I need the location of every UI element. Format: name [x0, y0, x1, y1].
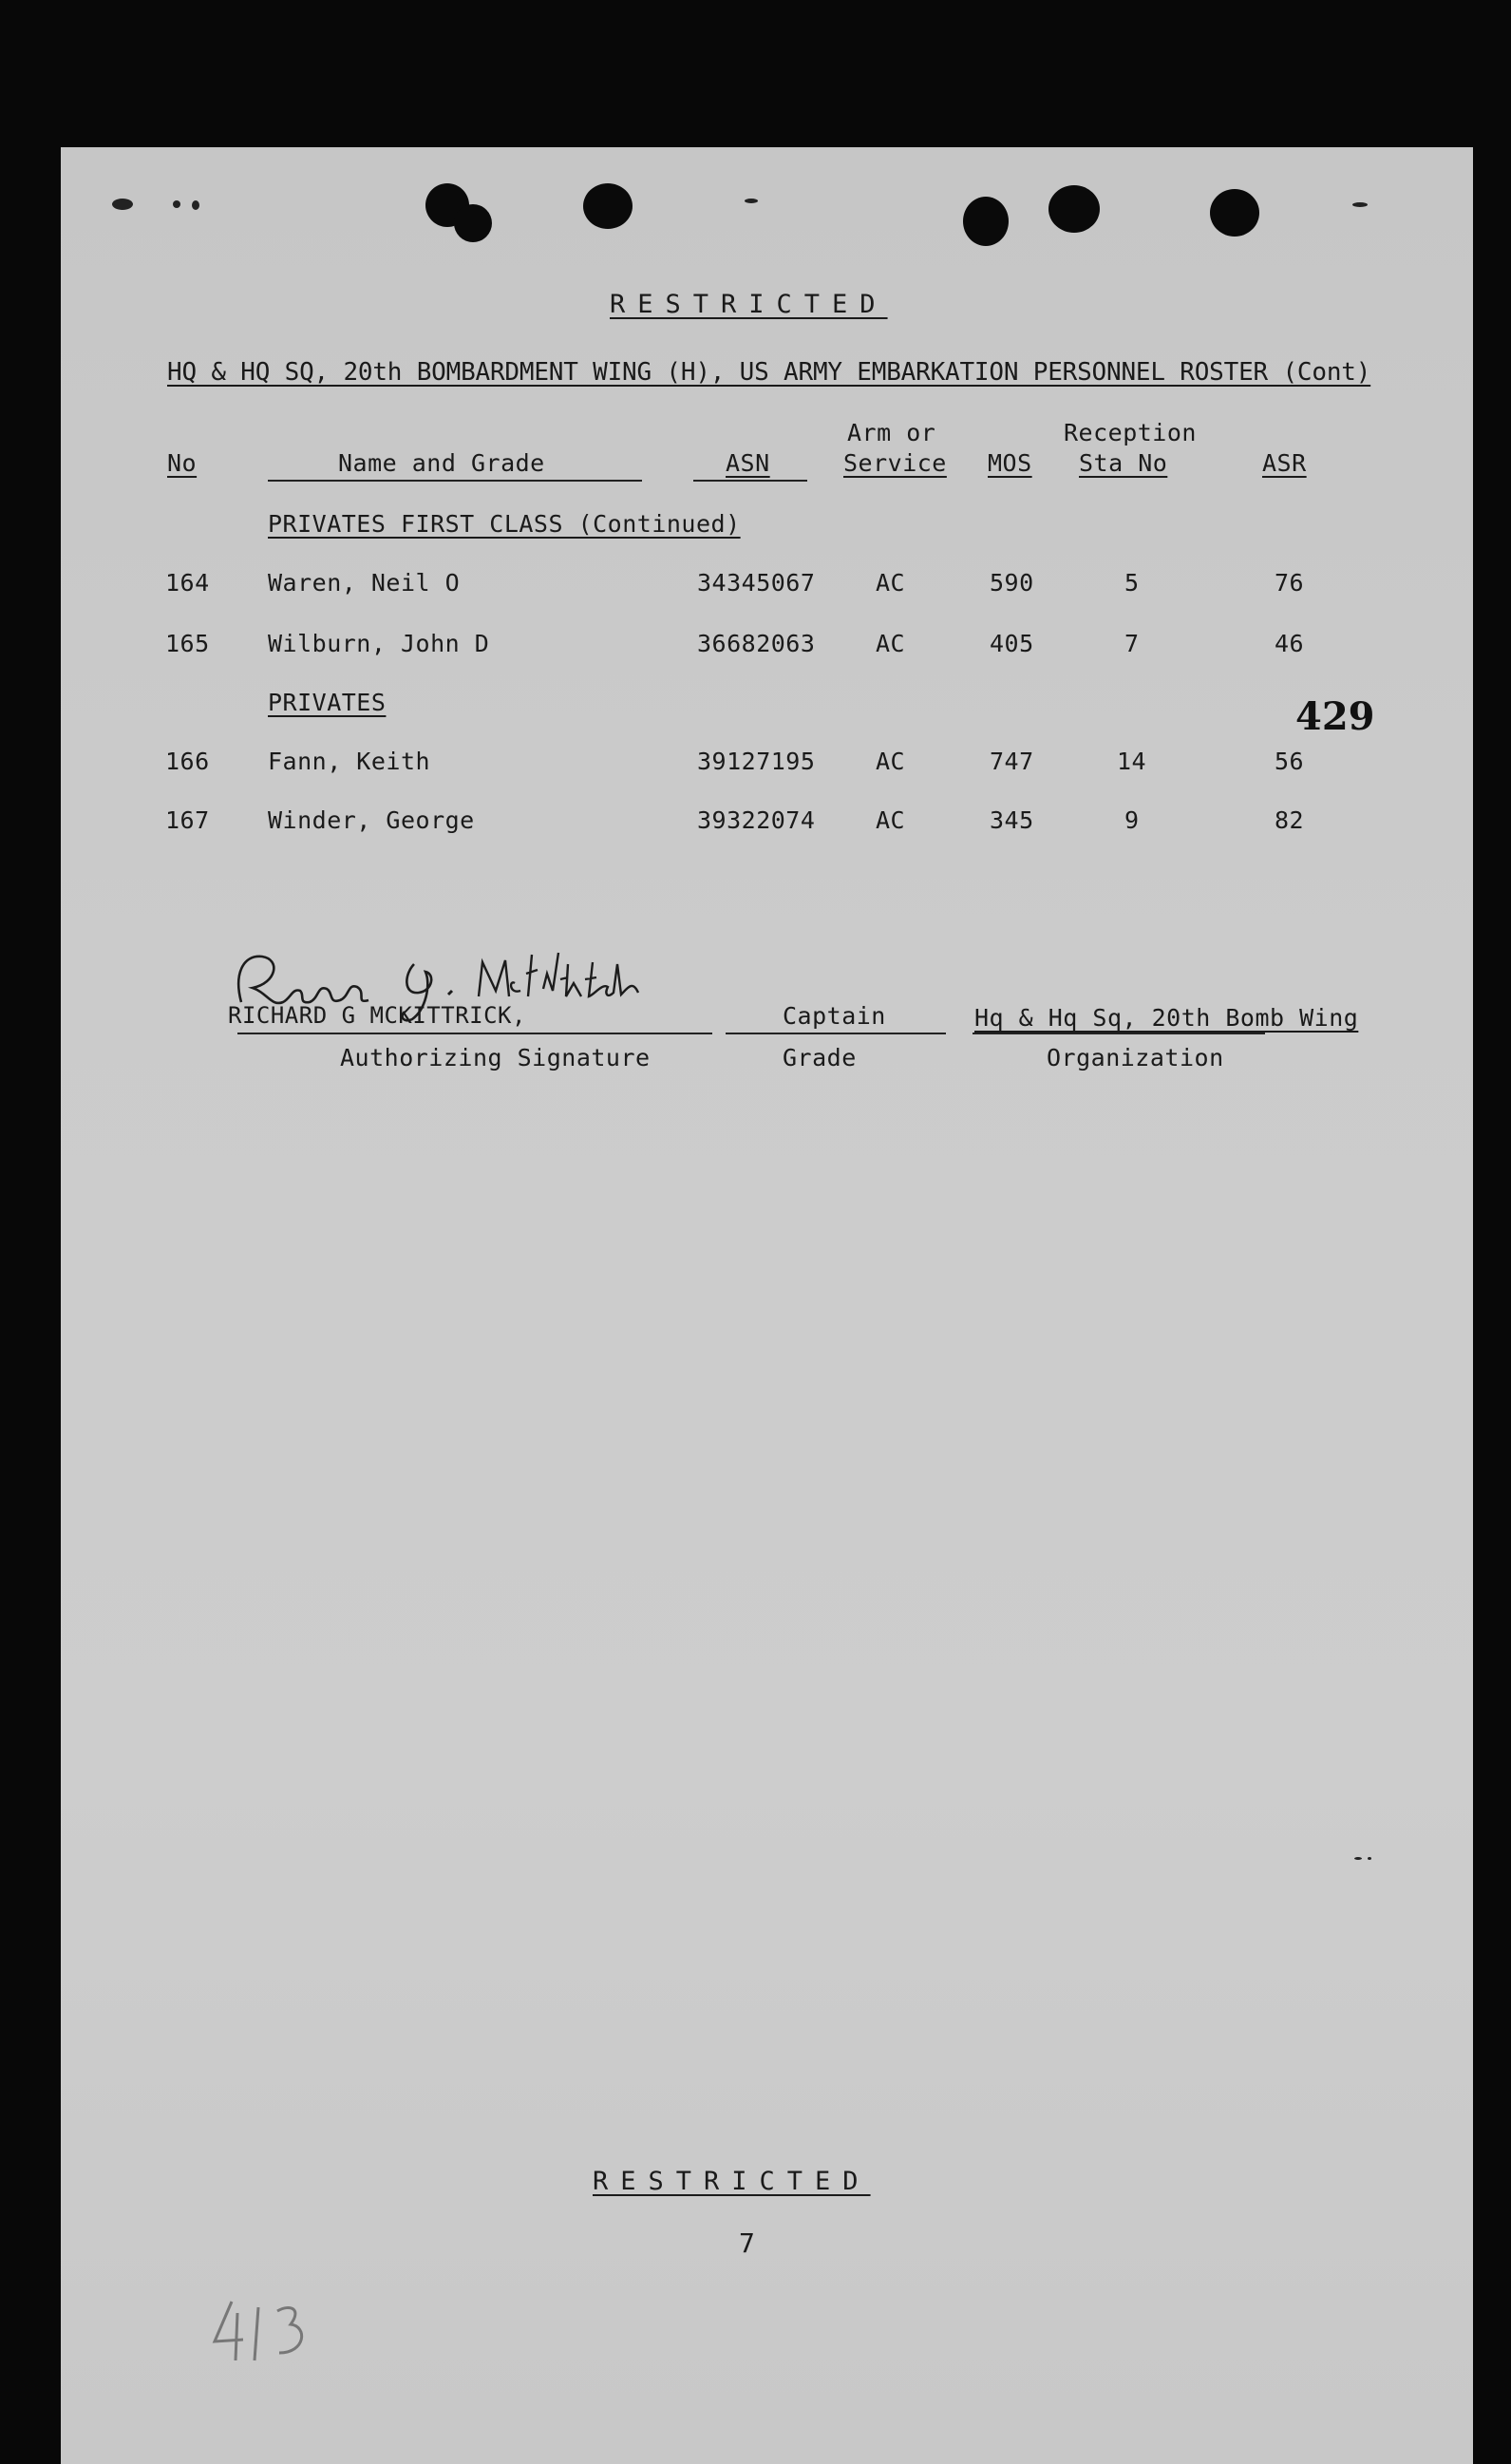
cell-arm: AC	[876, 748, 906, 775]
speck	[1352, 202, 1368, 207]
col-name: Name and Grade	[338, 449, 545, 477]
punch-hole	[963, 197, 1009, 246]
cell-name: Waren, Neil O	[268, 569, 461, 597]
cell-asn: 36682063	[697, 630, 816, 657]
cell-asr: 76	[1275, 569, 1305, 597]
punch-hole	[1048, 185, 1100, 233]
col-reception-bottom: Sta No	[1079, 449, 1168, 477]
col-no: No	[167, 449, 198, 477]
col-arm-bottom: Service	[843, 449, 947, 477]
punch-hole	[454, 204, 492, 242]
cell-name: Fann, Keith	[268, 748, 431, 775]
signature-line	[237, 1033, 712, 1034]
section-heading: PRIVATES FIRST CLASS (Continued)	[268, 510, 741, 538]
classification-bottom: RESTRICTED	[593, 2167, 871, 2196]
col-arm-top: Arm or	[847, 419, 936, 446]
section-heading: PRIVATES	[268, 689, 387, 716]
signature-caption: Authorizing Signature	[340, 1044, 651, 1071]
grade-caption: Grade	[783, 1044, 857, 1071]
speck	[112, 199, 133, 210]
speck	[173, 200, 180, 208]
signer-name: RICHARD G MCKITTRICK,	[228, 1002, 526, 1029]
speck	[745, 199, 758, 203]
col-asn-rule	[693, 480, 807, 482]
page-title: HQ & HQ SQ, 20th BOMBARDMENT WING (H), US ARMY EMBARKATION PERSONNEL ROSTER (Cont)	[167, 358, 1371, 387]
cell-asn: 39127195	[697, 748, 816, 775]
handwritten-number	[203, 2294, 327, 2370]
cell-mos: 590	[990, 569, 1034, 597]
cell-no: 165	[165, 630, 210, 657]
speck	[1354, 1857, 1362, 1860]
classification-top: RESTRICTED	[610, 290, 888, 319]
document-page	[61, 147, 1473, 2464]
organization-value: Hq & Hq Sq, 20th Bomb Wing	[974, 1004, 1359, 1032]
cell-arm: AC	[876, 630, 906, 657]
punch-hole	[1210, 189, 1259, 237]
cell-asr: 56	[1275, 748, 1305, 775]
grade-line	[726, 1033, 946, 1034]
col-asn: ASN	[726, 449, 770, 477]
col-asr: ASR	[1262, 449, 1307, 477]
cell-name: Winder, George	[268, 806, 475, 834]
speck	[192, 200, 199, 210]
cell-mos: 747	[990, 748, 1034, 775]
cell-asr: 82	[1275, 806, 1305, 834]
punch-hole	[583, 183, 633, 229]
cell-sta: 9	[1124, 806, 1140, 834]
cell-name: Wilburn, John D	[268, 630, 490, 657]
grade-value: Captain	[783, 1002, 886, 1030]
cell-sta: 5	[1124, 569, 1140, 597]
col-mos: MOS	[988, 449, 1032, 477]
cell-no: 164	[165, 569, 210, 597]
col-name-rule	[268, 480, 642, 482]
speck	[1368, 1857, 1371, 1860]
cell-asn: 34345067	[697, 569, 816, 597]
cell-mos: 345	[990, 806, 1034, 834]
cell-sta: 7	[1124, 630, 1140, 657]
cell-no: 166	[165, 748, 210, 775]
cell-sta: 14	[1117, 748, 1147, 775]
cell-arm: AC	[876, 806, 906, 834]
organization-line	[973, 1033, 1265, 1034]
cell-asr: 46	[1275, 630, 1305, 657]
organization-caption: Organization	[1047, 1044, 1224, 1071]
stamp-number: 429	[1295, 694, 1375, 739]
cell-mos: 405	[990, 630, 1034, 657]
page-number: 7	[739, 2227, 756, 2259]
col-reception-top: Reception	[1064, 419, 1197, 446]
cell-no: 167	[165, 806, 210, 834]
cell-arm: AC	[876, 569, 906, 597]
cell-asn: 39322074	[697, 806, 816, 834]
